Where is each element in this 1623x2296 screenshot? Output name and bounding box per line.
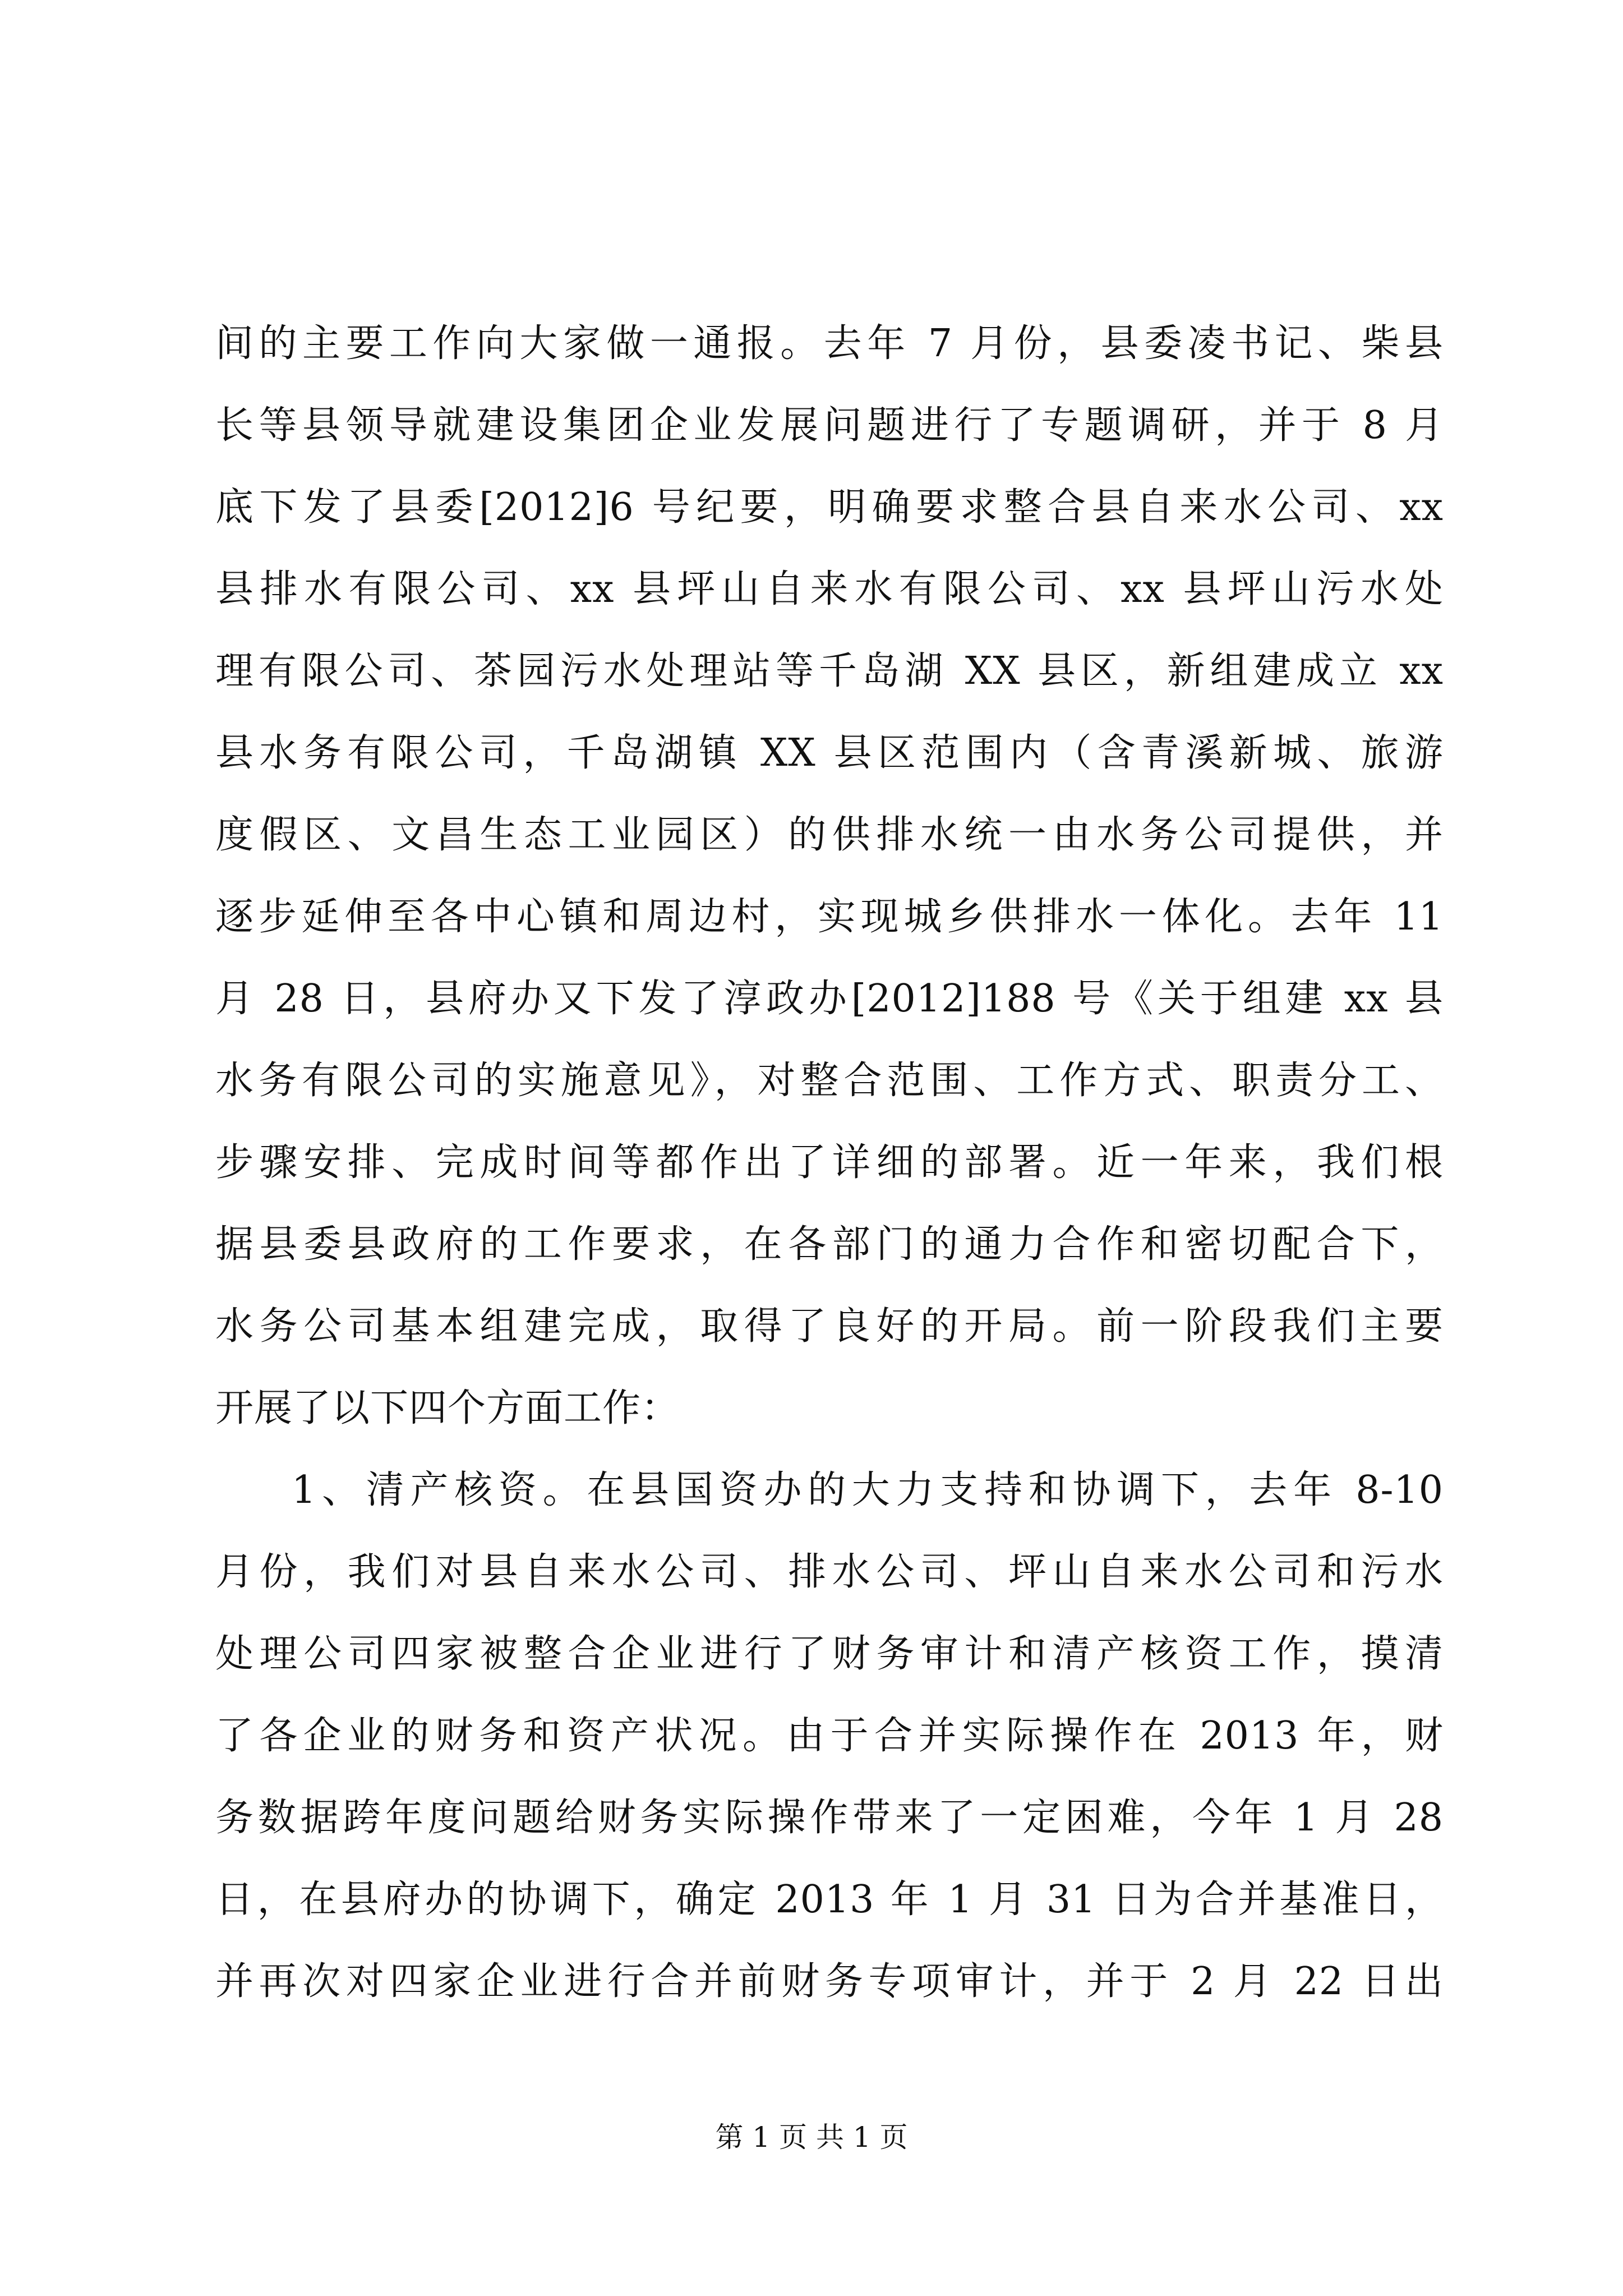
text-line: 度假区、文昌生态工业园区）的供排水统一由水务公司提供，并 [215, 813, 1444, 857]
page-footer: 第 1 页 共 1 页 [715, 2121, 908, 2154]
text-line: 务数据跨年度问题给财务实际操作带来了一定困难，今年 1 月 28 [215, 1796, 1444, 1840]
text-line: 了各企业的财务和资产状况。由于合并实际操作在 2013 年，财 [215, 1714, 1444, 1758]
text-line: 据县委县政府的工作要求，在各部门的通力合作和密切配合下， [215, 1222, 1444, 1267]
text-line: 步骤安排、完成时间等都作出了详细的部署。近一年来，我们根 [215, 1140, 1444, 1185]
text-line: 底下发了县委[2012]6 号纪要，明确要求整合县自来水公司、xx [215, 485, 1444, 530]
text-line: 间的主要工作向大家做一通报。去年 7 月份，县委凌书记、柴县 [215, 321, 1444, 366]
text-line: 水务公司基本组建完成，取得了良好的开局。前一阶段我们主要 [215, 1304, 1444, 1349]
text-line: 开展了以下四个方面工作： [215, 1386, 680, 1430]
text-line: 长等县领导就建设集团企业发展问题进行了专题调研，并于 8 月 [215, 403, 1444, 448]
document-body [215, 303, 1444, 2023]
text-line: 月份，我们对县自来水公司、排水公司、坪山自来水公司和污水 [215, 1550, 1444, 1594]
text-line: 并再次对四家企业进行合并前财务专项审计，并于 2 月 22 日出 [215, 1959, 1444, 2004]
text-line: 月 28 日，县府办又下发了淳政办[2012]188 号《关于组建 xx 县 [215, 977, 1444, 1021]
text-line: 理有限公司、茶园污水处理站等千岛湖 XX 县区，新组建成立 xx [215, 649, 1444, 693]
text-line: 水务有限公司的实施意见》，对整合范围、工作方式、职责分工、 [215, 1059, 1444, 1103]
text-line: 日，在县府办的协调下，确定 2013 年 1 月 31 日为合并基准日， [215, 1878, 1444, 1922]
text-line: 县水务有限公司，千岛湖镇 XX 县区范围内（含青溪新城、旅游 [215, 731, 1444, 775]
text-line: 处理公司四家被整合企业进行了财务审计和清产核资工作，摸清 [215, 1632, 1444, 1676]
text-line: 1、清产核资。在县国资办的大力支持和协调下，去年 8-10 [292, 1468, 1444, 1512]
text-line: 县排水有限公司、xx 县坪山自来水有限公司、xx 县坪山污水处 [215, 567, 1444, 611]
text-line: 逐步延伸至各中心镇和周边村，实现城乡供排水一体化。去年 11 [215, 895, 1444, 939]
